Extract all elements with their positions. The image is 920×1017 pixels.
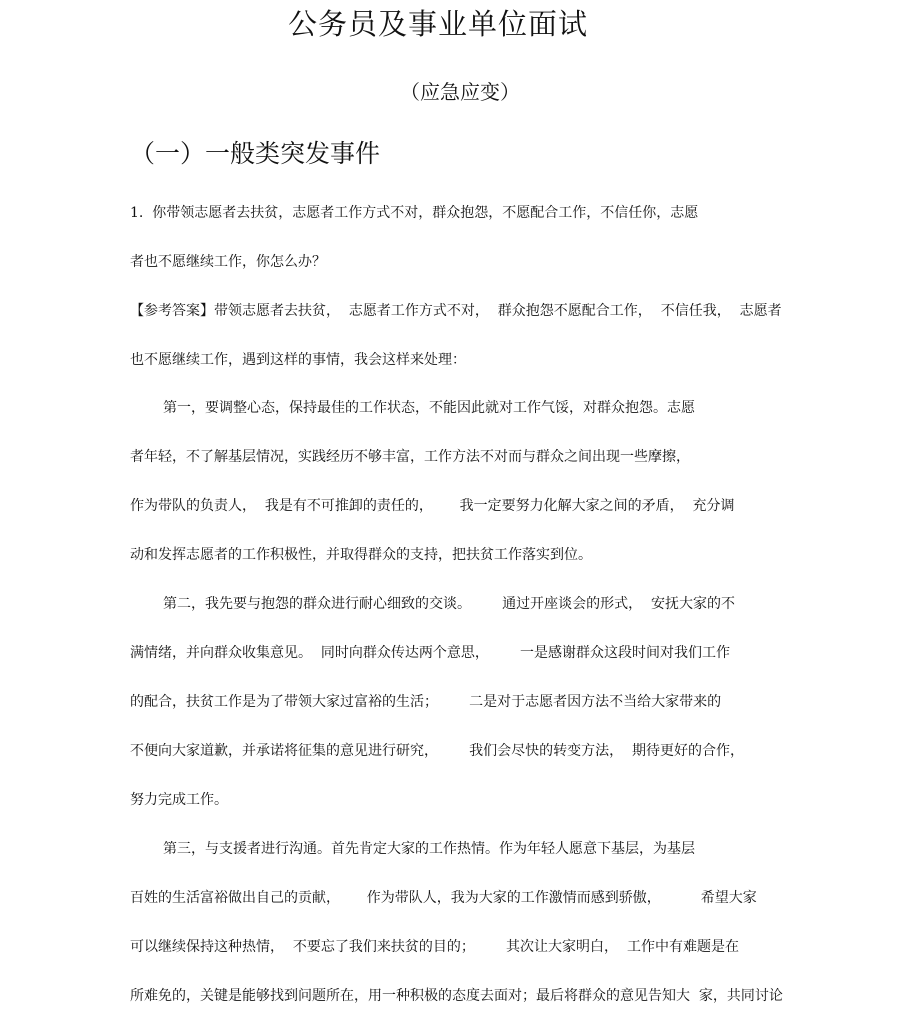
paragraph-line: 可以继续保持这种热情， 不要忘了我们来扶贫的目的； 其次让大家明白， 工作中有难题是在 [130,939,739,955]
question-line: 1. 你带领志愿者去扶贫，志愿者工作方式不对，群众抱怨，不愿配合工作，不信任你，志愿 [130,205,699,221]
paragraph-line: 者年轻，不了解基层情况，实践经历不够丰富，工作方法不对而与群众之间出现一些摩擦， [130,449,690,465]
question-line: 者也不愿继续工作，你怎么办？ [130,254,326,270]
document-subtitle: （应急应变） [400,80,520,104]
paragraph-line: 所难免的，关键是能够找到问题所在，用一种积极的态度去面对；最后将群众的意见告知大 家，共同讨论 [130,988,783,1004]
paragraph-line: 第三，与支援者进行沟通。首先肯定大家的工作热情。作为年轻人愿意下基层，为基层 [163,841,695,857]
paragraph-line: 努力完成工作。 [130,792,228,808]
paragraph-line: 满情绪，并向群众收集意见。 同时向群众传达两个意思， 一是感谢群众这段时间对我们工作 [130,645,731,661]
paragraph-line: 动和发挥志愿者的工作积极性，并取得群众的支持，把扶贫工作落实到位。 [130,547,592,563]
paragraph-line: 作为带队的负责人， 我是有不可推卸的责任的， 我一定要努力化解大家之间的矛盾， 充分调 [130,498,735,514]
paragraph-line: 第一，要调整心态，保持最佳的工作状态，不能因此就对工作气馁，对群众抱怨。志愿 [163,400,695,416]
answer-line: 也不愿继续工作，遇到这样的事情，我会这样来处理： [130,352,466,368]
paragraph-line: 百姓的生活富裕做出自己的贡献， 作为带队人，我为大家的工作激情而感到骄傲， 希望大家 [130,890,757,906]
section-heading: （一）一般类突发事件 [130,139,381,168]
paragraph-line: 第二，我先要与抱怨的群众进行耐心细致的交谈。 通过开座谈会的形式， 安抚大家的不 [163,596,736,612]
paragraph-line: 的配合，扶贫工作是为了带领大家过富裕的生活； 二是对于志愿者因方法不当给大家带来的 [130,694,722,710]
paragraph-line: 不便向大家道歉，并承诺将征集的意见进行研究， 我们会尽快的转变方法， 期待更好的合作， [130,743,745,759]
answer-line: 【参考答案】带领志愿者去扶贫， 志愿者工作方式不对， 群众抱怨不愿配合工作， 不信任我， 志愿者 [130,303,782,319]
document-title: 公务员及事业单位面试 [287,7,588,41]
